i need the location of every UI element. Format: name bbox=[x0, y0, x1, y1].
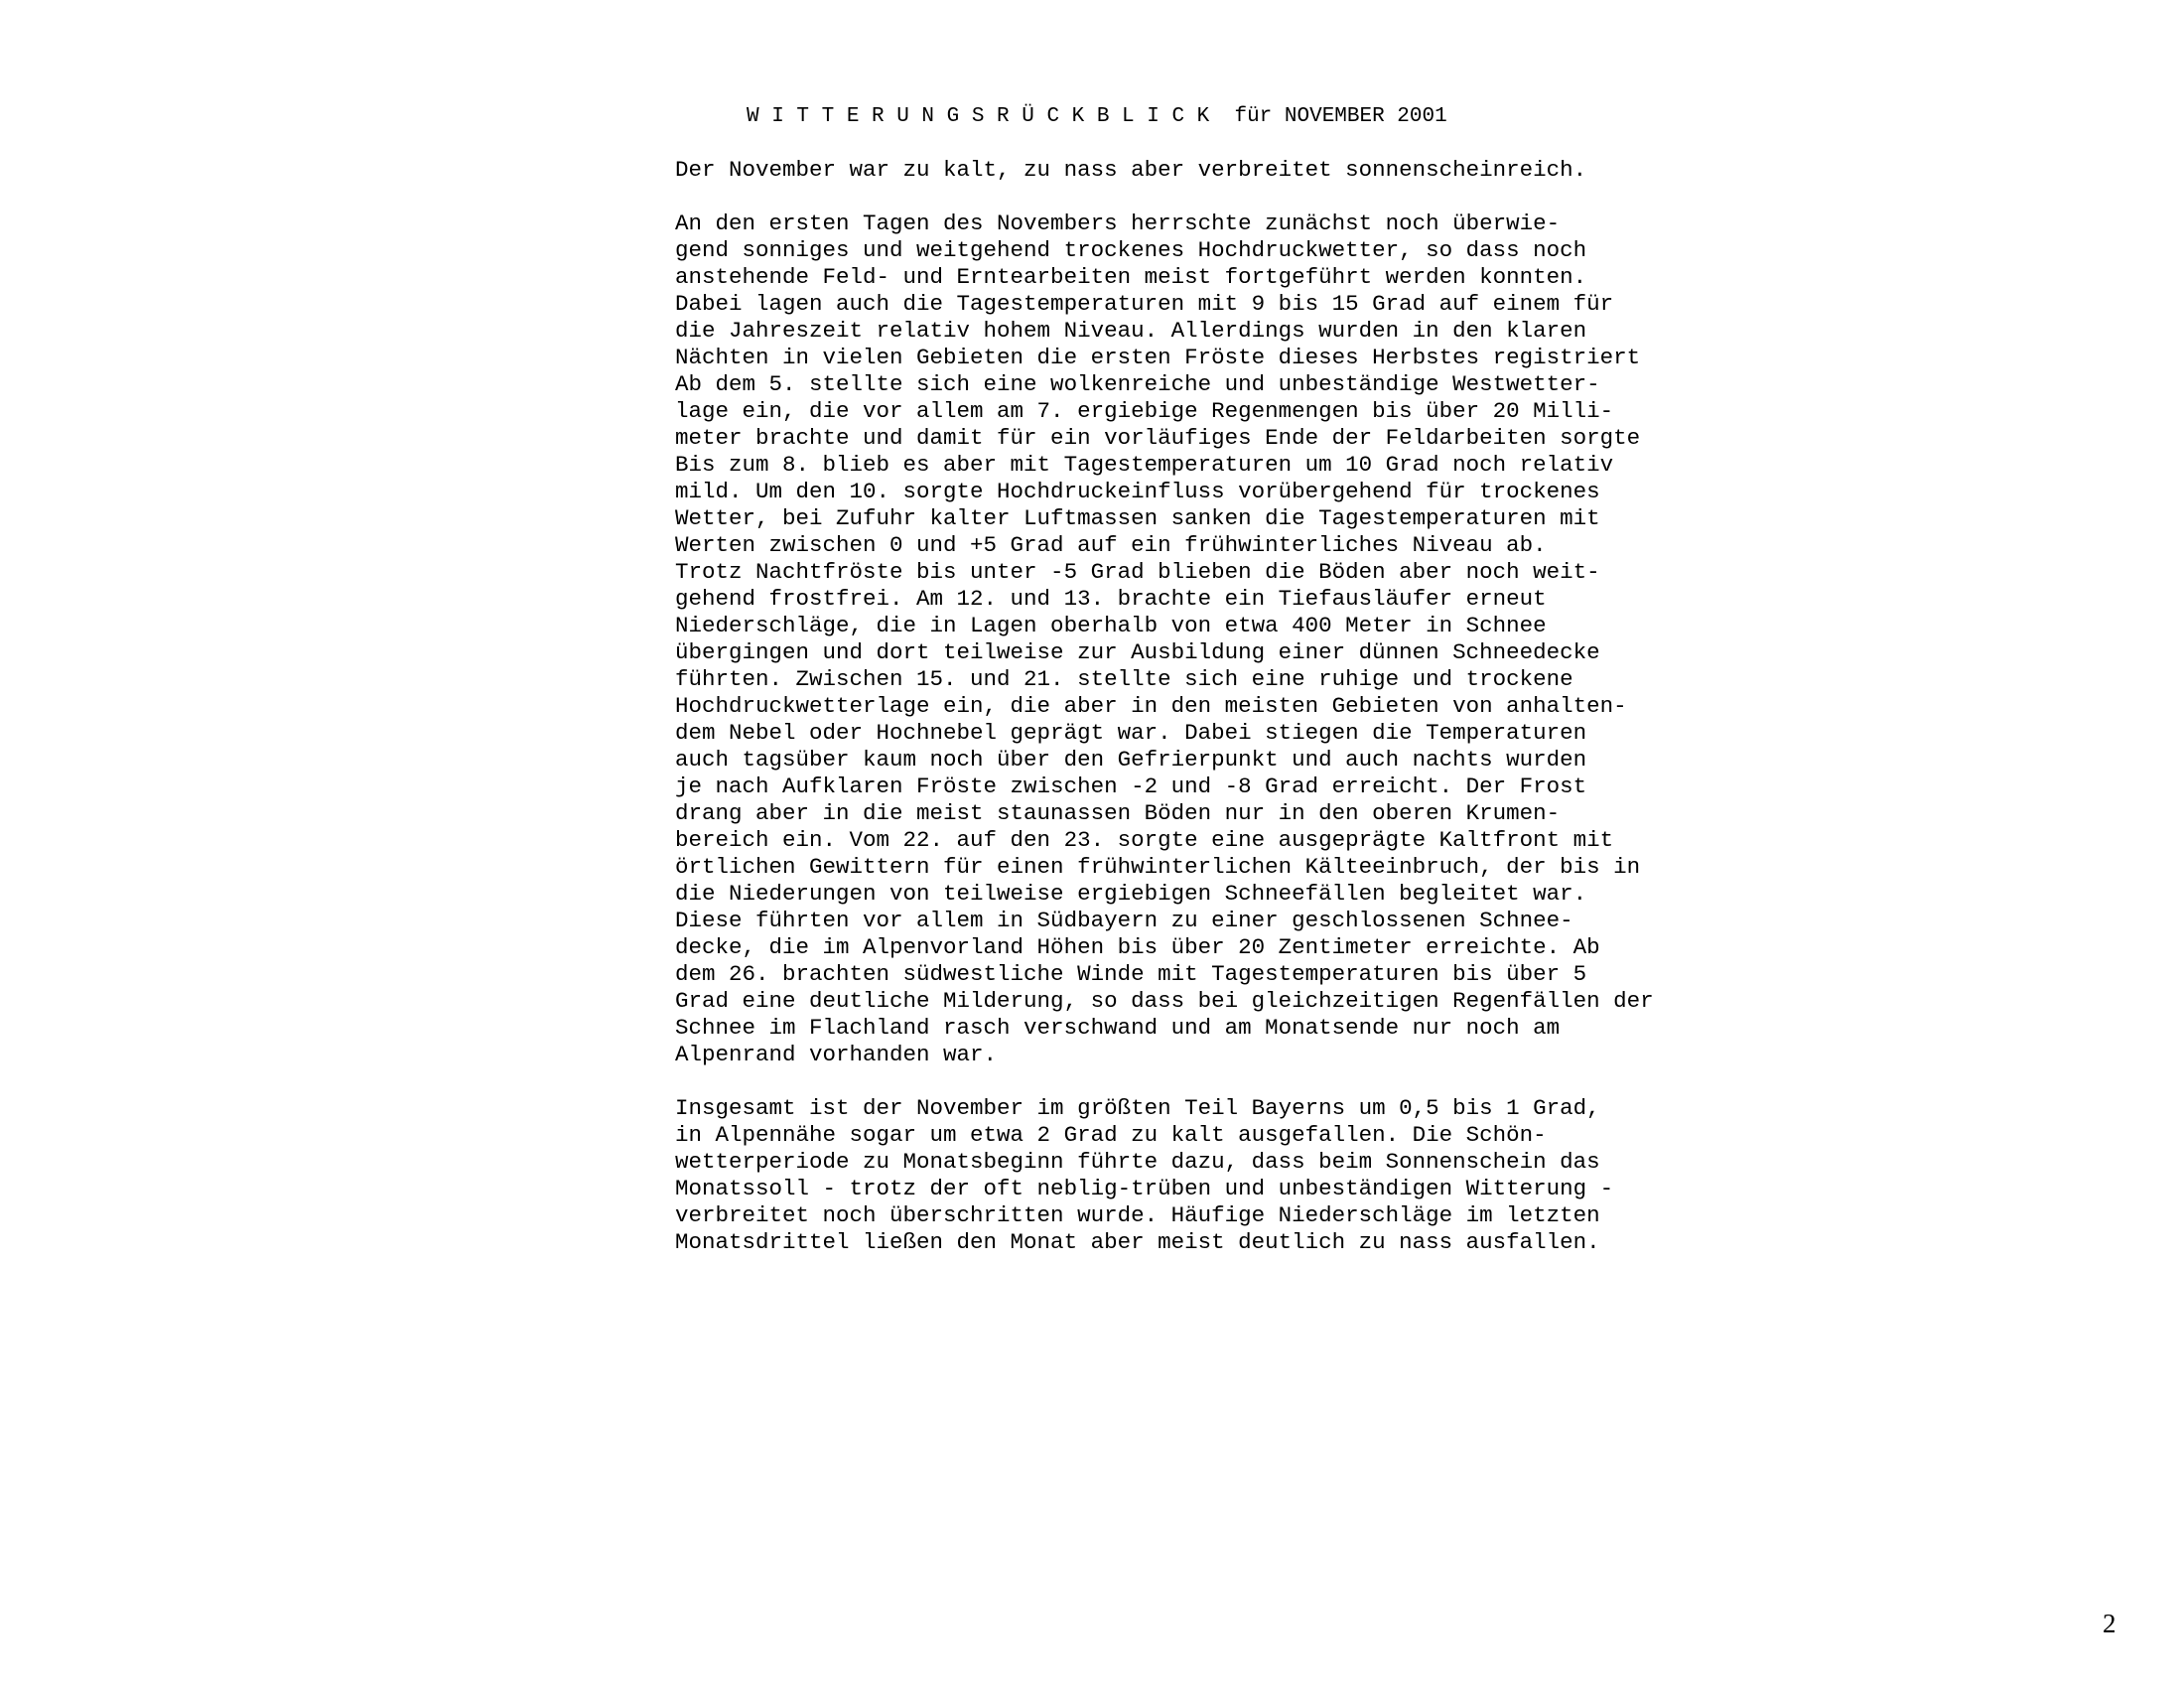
summary-paragraph: Der November war zu kalt, zu nass aber verbreitet sonnenscheinreich. bbox=[675, 157, 1587, 183]
weather-course-paragraph: An den ersten Tagen des Novembers herrschte zunächst noch überwie- gend sonniges und weitgehend trockenes Hochdruckwetter, so dass noch anstehende Feld- und Erntearbeiten meist fortgeführt werden konnten. Dabei lagen auch die Tagestemperaturen mit 9 bis 15 Grad auf einem für die Jahreszeit relativ hohem Niveau. Allerdings wurden in den klaren Nächten in vielen Gebieten die ersten Fröste dieses Herbstes registriert Ab dem 5. stellte sich eine wolkenreiche und unbeständige Westwetter- lage ein, die vor allem am 7. ergiebige Regenmengen bis über 20 Milli- meter brachte und damit für ein vorläufiges Ende der Feldarbeiten sorgte Bis zum 8. blieb es aber mit Tagestemperaturen um 10 Grad noch relativ mild. Um den 10. sorgte Hochdruckeinfluss vorübergehend für trockenes Wetter, bei Zufuhr kalter Luftmassen sanken die Tagestemperaturen mit Werten zwischen 0 und +5 Grad auf ein frühwinterliches Niveau ab. Trotz Nachtfröste bis unter -5 Grad blieben die Böden aber noch weit- gehend frostfrei. Am 12. und 13. brachte ein Tiefausläufer erneut Niederschläge, die in Lagen oberhalb von etwa 400 Meter in Schnee übergingen und dort teilweise zur Ausbildung einer dünnen Schneedecke führten. Zwischen 15. und 21. stellte sich eine ruhige und trockene Hochdruckwetterlage ein, die aber in den meisten Gebieten von anhalten- dem Nebel oder Hochnebel geprägt war. Dabei stiegen die Temperaturen auch tagsüber kaum noch über den Gefrierpunkt und auch nachts wurden je nach Aufklaren Fröste zwischen -2 und -8 Grad erreicht. Der Frost drang aber in die meist staunassen Böden nur in den oberen Krumen- bereich ein. Vom 22. auf den 23. sorgte eine ausgeprägte Kaltfront mit örtlichen Gewittern für einen frühwinterlichen Kälteeinbruch, der bis in die Niederungen von teilweise ergiebigen Schneefällen begleitet war. Diese führten vor allem in Südbayern zu einer geschlossenen Schnee- decke, die im Alpenvorland Höhen bis über 20 Zentimeter erreichte. Ab dem 26. brachten südwestliche Winde mit Tagestemperaturen bis über 5 Grad eine deutliche Milderung, so dass bei gleichzeitigen Regenfällen der Schnee im Flachland rasch verschwand und am Monatsende nur noch am Alpenrand vorhanden war. bbox=[675, 211, 1654, 1067]
document-title: W I T T E R U N G S R Ü C K B L I C K für NOVEMBER 2001 bbox=[747, 105, 1447, 128]
conclusion-paragraph: Insgesamt ist der November im größten Teil Bayerns um 0,5 bis 1 Grad, in Alpennähe sogar um etwa 2 Grad zu kalt ausgefallen. Die Schön- wetterperiode zu Monatsbeginn führte dazu, dass beim Sonnenschein das Monatssoll - trotz der oft neblig-trüben und unbeständigen Witterung - verbreitet noch überschritten wurde. Häufige Niederschläge im letzten Monatsdrittel ließen den Monat aber meist deutlich zu nass ausfallen. bbox=[675, 1095, 1614, 1255]
page-number: 2 bbox=[2103, 1609, 2116, 1638]
document-body bbox=[675, 157, 1654, 1283]
